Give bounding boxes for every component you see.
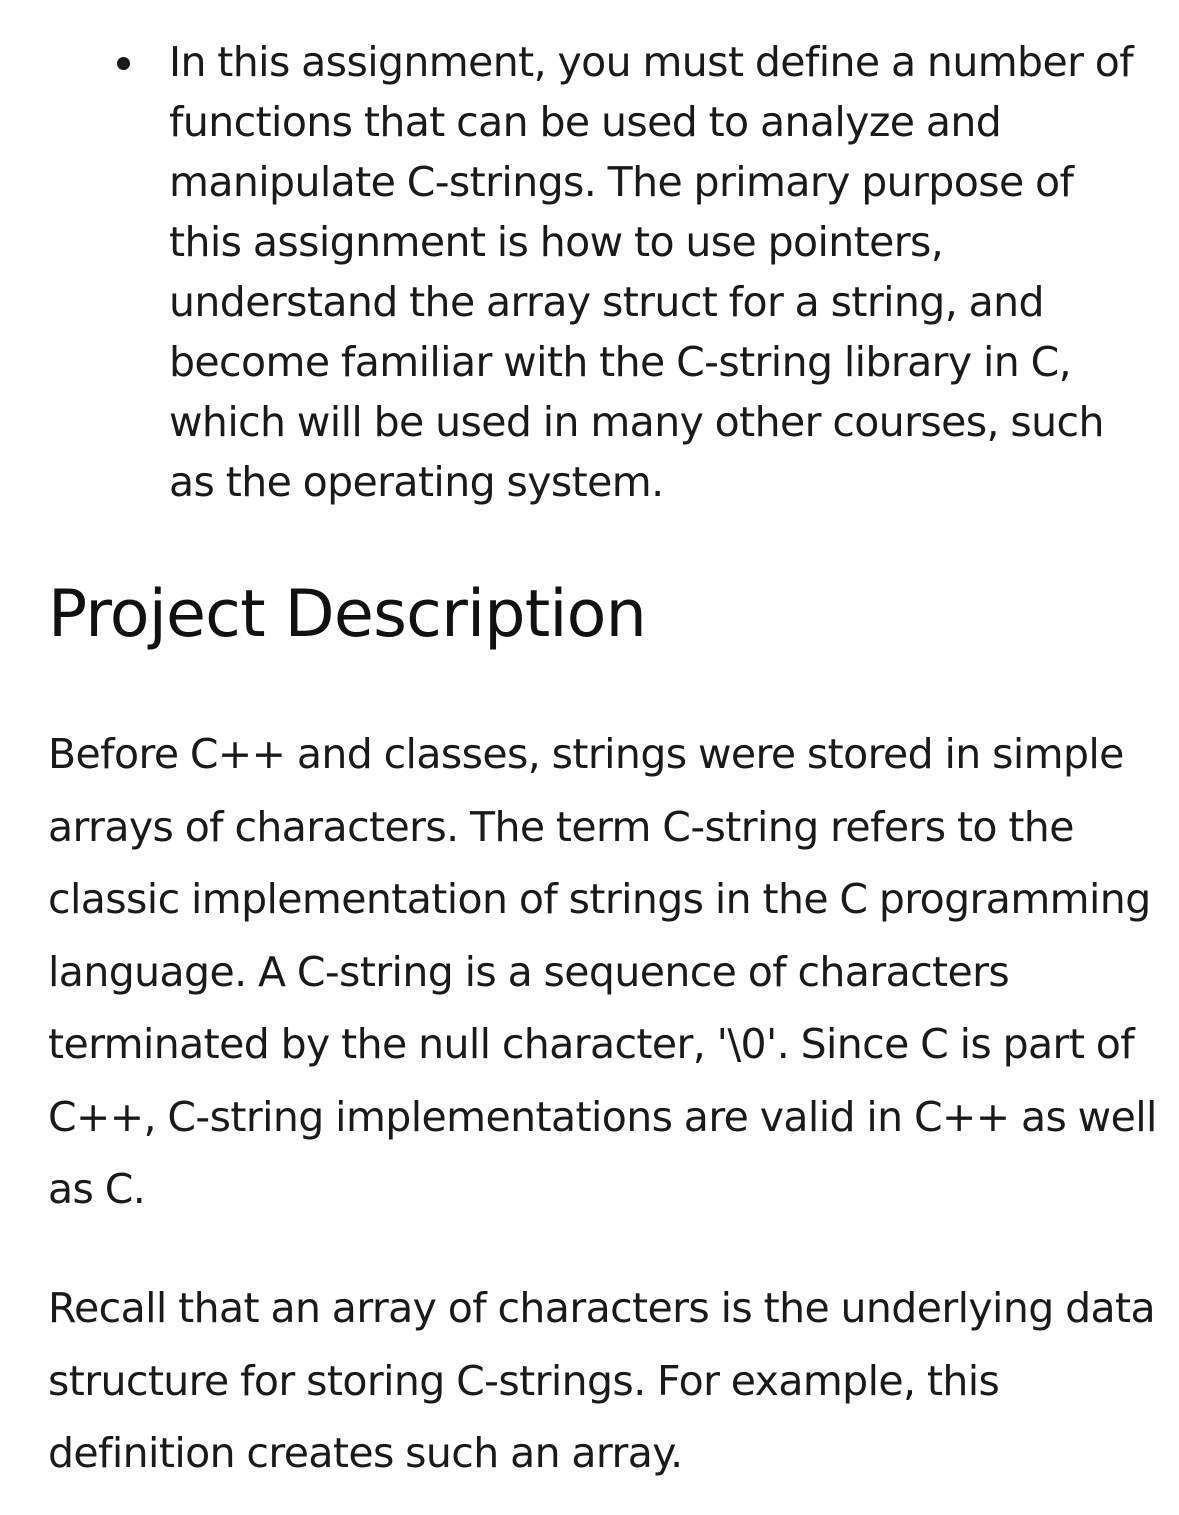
list-item xyxy=(0,32,1179,512)
objectives-list xyxy=(0,32,1179,512)
paragraph-cstring-intro: Before C++ and classes, strings were stored in simple arrays of characters. The term C-string refers to the classic implementation of strings in the C programming language. A C-string is a sequence of characters terminated by the null character, '\0'. Since C is part of C++, C-string implementations are valid in C++ as well as C. xyxy=(48,730,1157,1213)
paragraph-array-recall: Recall that an array of characters is the underlying data structure for storing C-strings. For example, this definition creates such an array. xyxy=(48,1284,1156,1477)
bullet-icon xyxy=(117,57,130,70)
list-item-text: In this assignment, you must define a number of functions that can be used to analyze and manipulate C-strings. The primary purpose of this assignment is how to use pointers, understand the array struct for a string, and become familiar with the C-string library in C, which will be used in many other courses, such as the operating system. xyxy=(169,38,1134,506)
section-heading: Project Description xyxy=(48,577,647,652)
